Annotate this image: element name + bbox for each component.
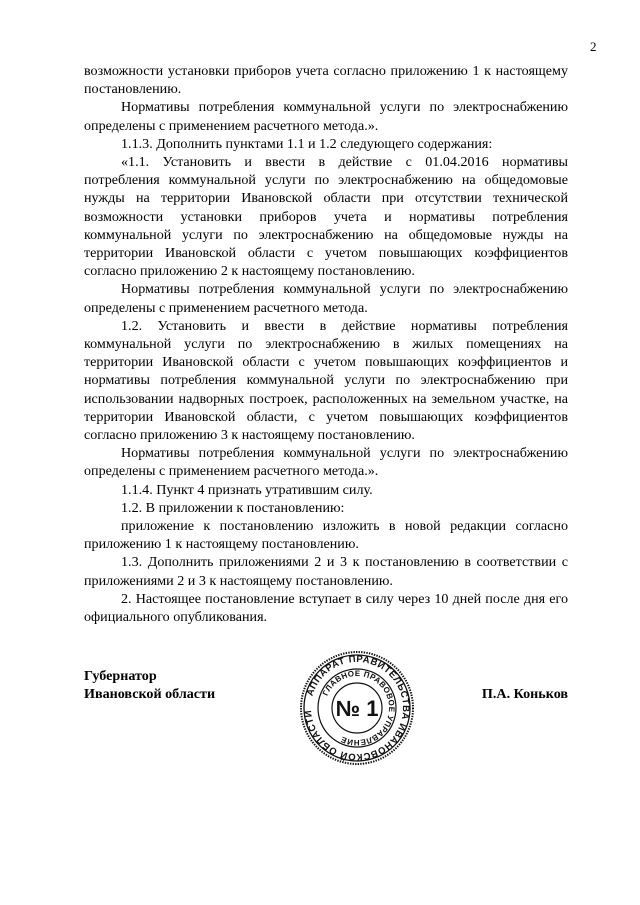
paragraph-1: возможности установки приборов учета согласно приложению 1 к настоящему постановлению. — [84, 63, 568, 98]
page-number: 2 — [590, 39, 597, 54]
paragraph-4: «1.1. Установить и ввести в действие с 01.04.2016 нормативы потребления коммунальной услуги по электроснабжению на общедомовые нужды на территории Ивановской области при отсутствии технической возможности установки приборов учета и нормативы потребления коммунальной услуги по электроснабжению на общедомовые нужды на территории Ивановской области с учетом повышающих коэффициентов согласно приложению 2 к настоящему постановлению. — [84, 154, 568, 280]
paragraph-3: 1.1.3. Дополнить пунктами 1.1 и 1.2 следующего содержания: — [121, 135, 493, 152]
signatory-name: П.А. Коньков — [481, 686, 568, 702]
paragraph-11: 1.3. Дополнить приложениями 2 и 3 к постановлению в соответствии с приложениями 2 и 3 к настоящему постановлению. — [84, 554, 568, 589]
signatory-title-line1: Губернатор — [84, 668, 157, 684]
official-seal-stamp — [299, 650, 415, 766]
paragraph-6: 1.2. Установить и ввести в действие нормативы потребления коммунальной услуги по электроснабжению в жилых помещениях на территории Ивановской области с учетом повышающих коэффициентов и нормативы потребления коммунальной услуги по электроснабжению при использовании надворных построек, расположенных на земельном участке, на территории Ивановской области, с учетом повышающих коэффициентов согласно приложению 3 к настоящему постановлению. — [84, 317, 568, 444]
signatory-title — [84, 667, 284, 703]
signatory-title-line2: Ивановской области — [84, 686, 216, 703]
paragraph-9: 1.2. В приложении к постановлению: — [121, 499, 345, 516]
paragraph-8: 1.1.4. Пункт 4 признать утратившим силу. — [121, 481, 373, 498]
seal-number: № 1 — [335, 696, 379, 721]
paragraph-5: Нормативы потребления коммунальной услуги по электроснабжению определены с применением расчетного метода. — [84, 281, 568, 316]
seal-inner-text: ГЛАВНОЕ ПРАВОВОЕ УПРАВЛЕНИЕ — [320, 668, 397, 748]
paragraph-12: 2. Настоящее постановление вступает в силу через 10 дней после дня его официального опубликования. — [84, 590, 568, 626]
paragraph-2: Нормативы потребления коммунальной услуги по электроснабжению определены с применением расчетного метода.». — [84, 99, 568, 134]
document-body — [84, 62, 568, 626]
paragraph-10: приложение к постановлению изложить в новой редакции согласно приложению 1 к настоящему постановлению. — [84, 518, 568, 553]
paragraph-7: Нормативы потребления коммунальной услуги по электроснабжению определены с применением расчетного метода.». — [84, 445, 568, 480]
seal-outer-text: АППАРАТ ПРАВИТЕЛЬСТВА ИВАНОВСКОЙ ОБЛАСТИ — [302, 653, 412, 763]
